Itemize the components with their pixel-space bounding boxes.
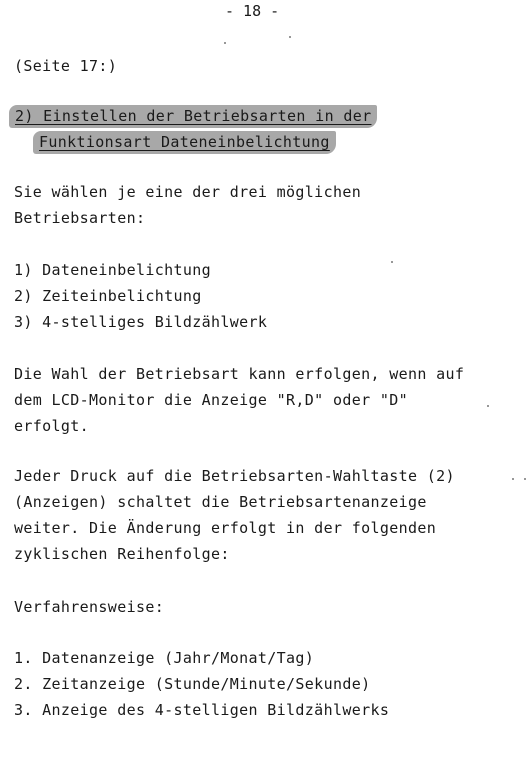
paragraph-1-line: dem LCD-Monitor die Anzeige "R,D" oder "D" xyxy=(14,391,408,409)
paragraph-1-line: Die Wahl der Betriebsart kann erfolgen, wenn auf xyxy=(14,365,465,383)
paragraph-2-line: Jeder Druck auf die Betriebsarten-Wahltaste (2) xyxy=(14,467,455,485)
page-number: - 18 - xyxy=(225,2,280,20)
procedure-step: 3. Anzeige des 4-stelligen Bildzählwerks xyxy=(14,701,390,719)
paragraph-2-line: (Anzeigen) schaltet die Betriebsartenanzeige xyxy=(14,493,427,511)
scan-speck xyxy=(391,261,393,263)
mode-item: 1) Dateneinbelichtung xyxy=(14,261,211,279)
scan-speck xyxy=(487,405,489,407)
scan-speck xyxy=(512,478,514,480)
section-heading-line-1: 2) Einstellen der Betriebsarten in der xyxy=(9,105,377,128)
intro-line-2: Betriebsarten: xyxy=(14,209,146,227)
page-reference: (Seite 17:) xyxy=(14,57,118,75)
paragraph-2-line: weiter. Die Änderung erfolgt in der folgenden xyxy=(14,519,437,537)
mode-item: 2) Zeiteinbelichtung xyxy=(14,287,202,305)
scan-speck xyxy=(524,478,526,480)
section-heading-line-2: Funktionsart Dateneinbelichtung xyxy=(33,131,336,154)
paragraph-2-line: zyklischen Reihenfolge: xyxy=(14,545,230,563)
scan-speck xyxy=(224,42,226,44)
procedure-step: 1. Datenanzeige (Jahr/Monat/Tag) xyxy=(14,649,315,667)
scan-speck xyxy=(289,36,291,38)
mode-item: 3) 4-stelliges Bildzählwerk xyxy=(14,313,268,331)
procedure-label: Verfahrensweise: xyxy=(14,598,165,616)
paragraph-1-line: erfolgt. xyxy=(14,417,90,435)
procedure-step: 2. Zeitanzeige (Stunde/Minute/Sekunde) xyxy=(14,675,371,693)
intro-line-1: Sie wählen je eine der drei möglichen xyxy=(14,183,362,201)
